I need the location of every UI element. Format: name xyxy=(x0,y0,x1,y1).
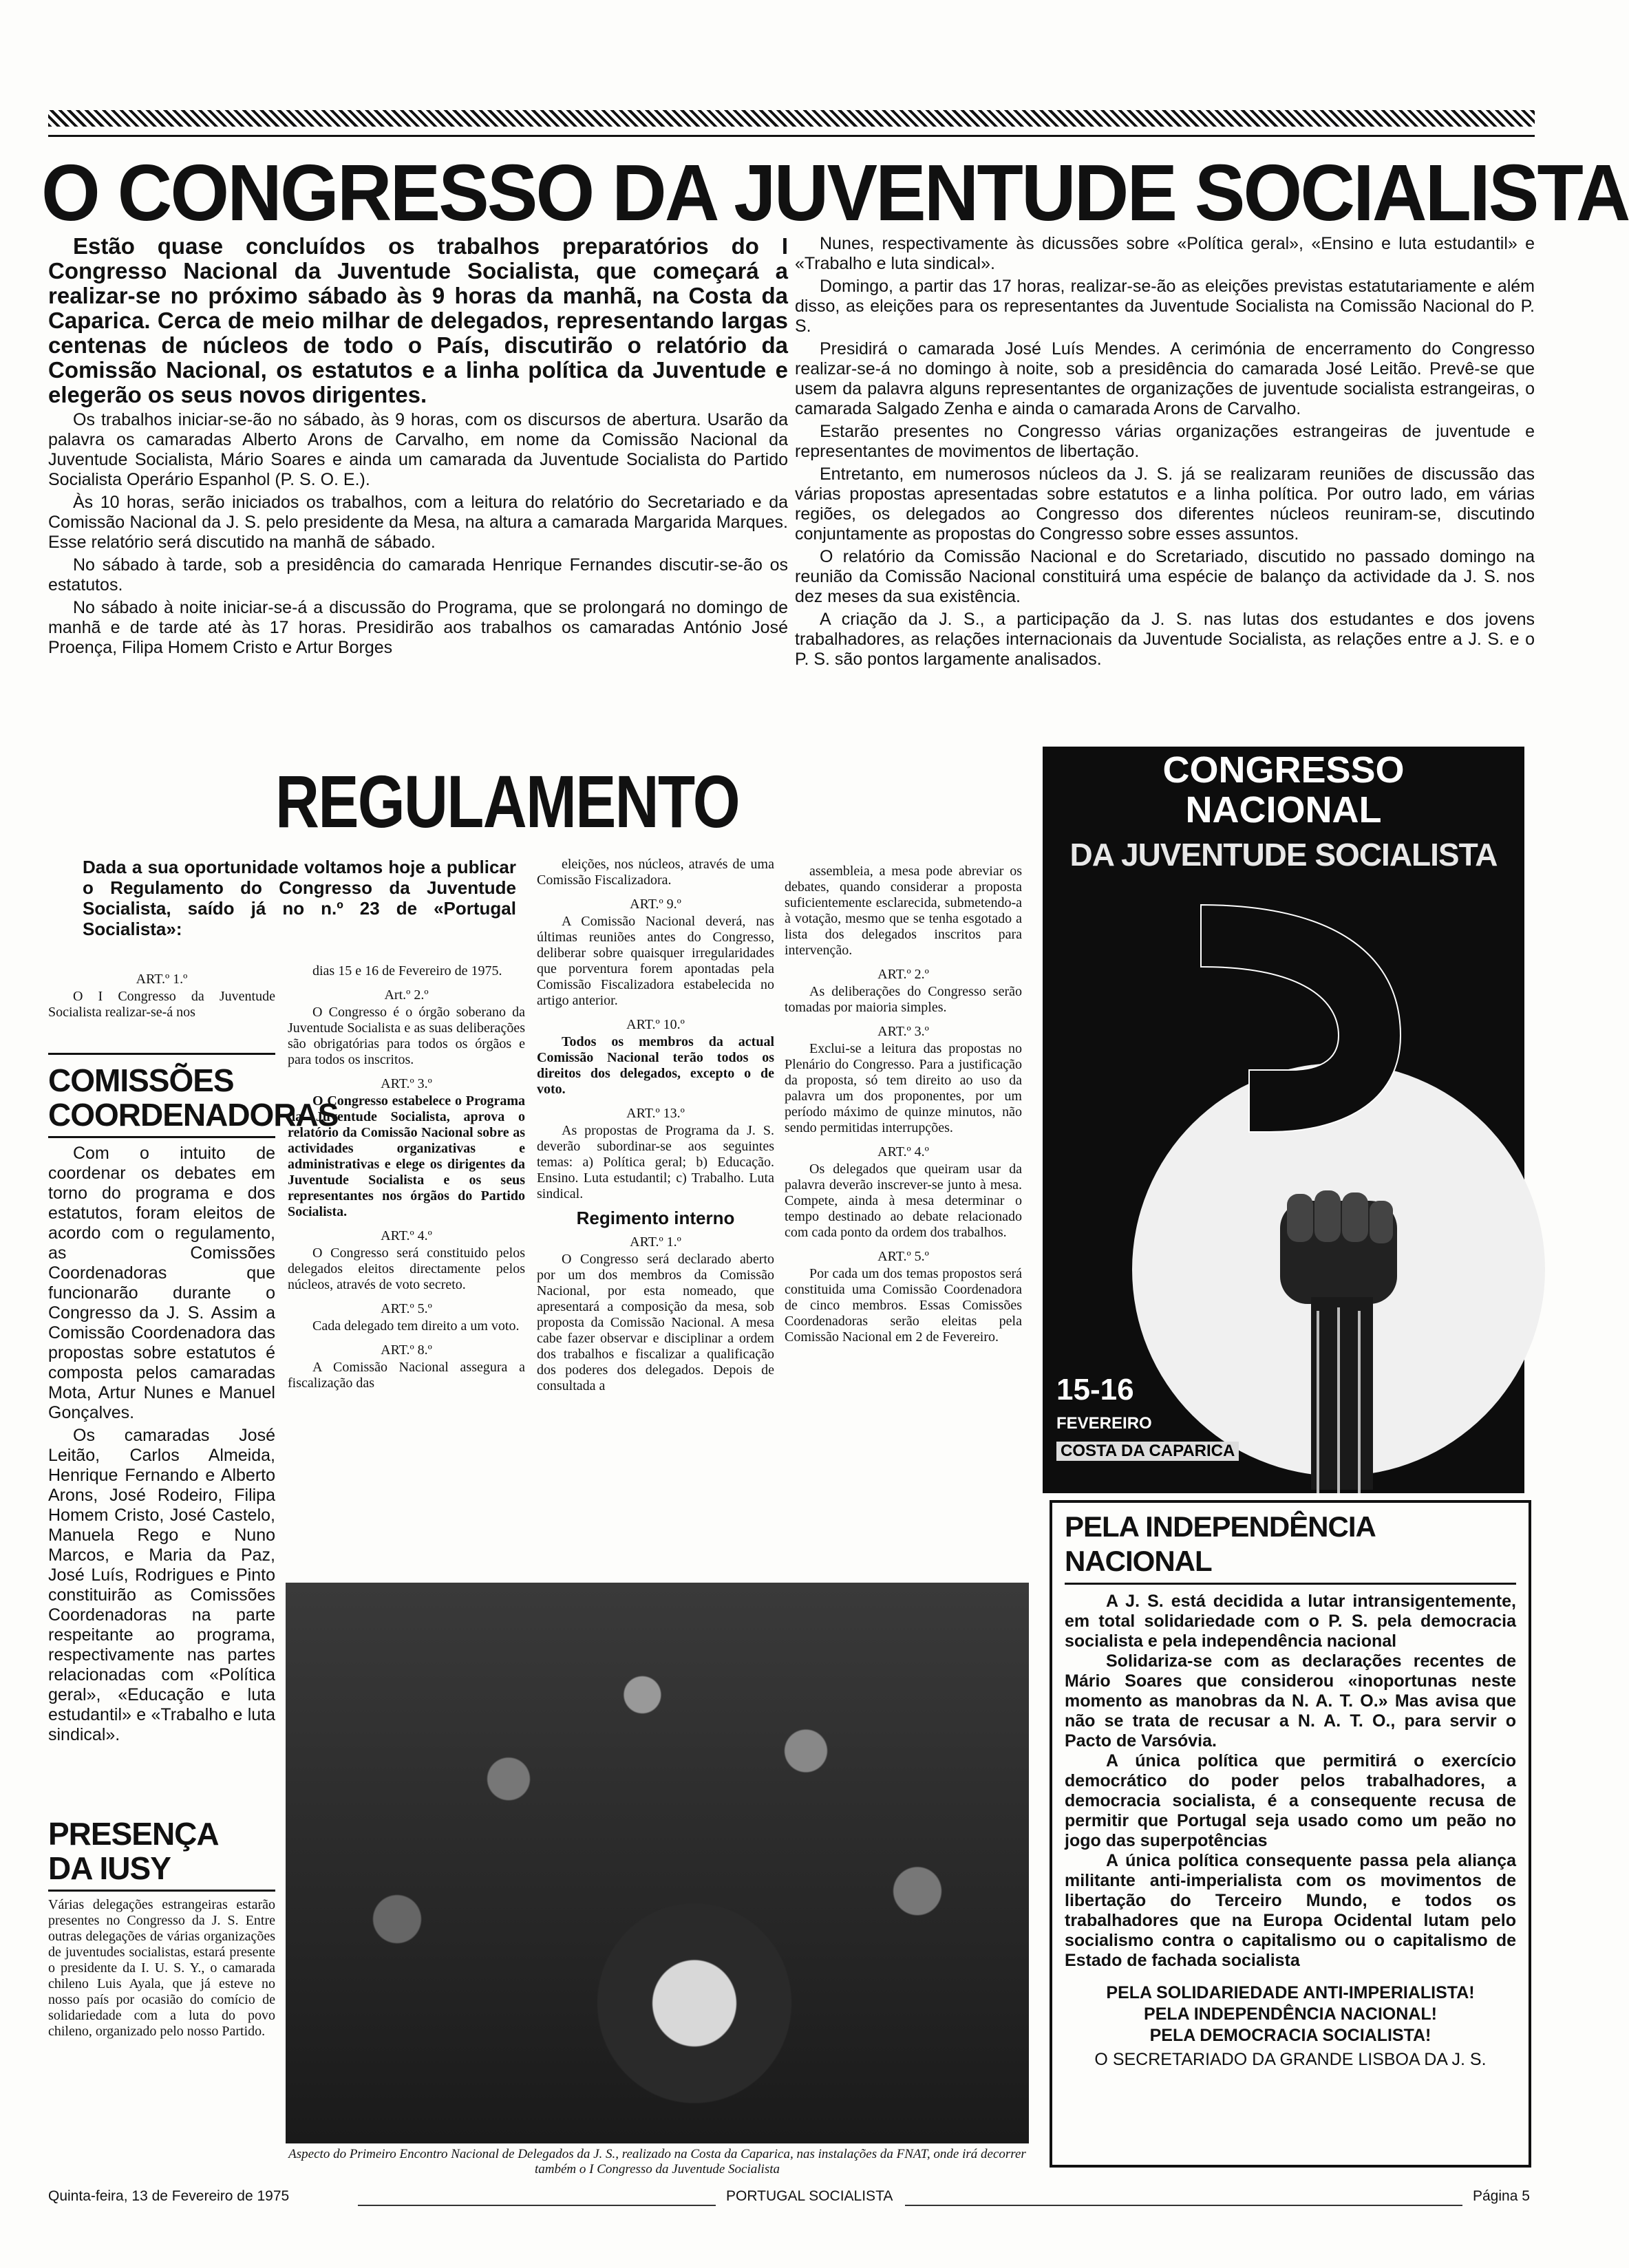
page-footer xyxy=(48,2188,1535,2216)
poster-place: COSTA DA CAPARICA xyxy=(1056,1442,1239,1461)
article-paragraph: Estarão presentes no Congresso várias organizações estrangeiras de juventude e representantes de movimentos de libertação. xyxy=(795,422,1535,461)
footer-page-number: Página 5 xyxy=(1473,2188,1530,2204)
independencia-paragraph: A J. S. está decidida a lutar intransigentemente, em total solidariedade com o P. S. pela democracia socialista e pela independência nacional xyxy=(1065,1592,1516,1651)
regulamento-column-1 xyxy=(48,963,275,1032)
article-paragraph: Presidirá o camarada José Luís Mendes. A cerimónia de encerramento do Congresso realizar-se-á no domingo à noite, sob a presidência do camarada José Leitão. Prevê-se que usem da palavra alguns representantes de organizações de juventude socialista estrangeiras, o camarada Salgado Zenha e ainda o camarada Arons de Carvalho. xyxy=(795,339,1535,418)
independencia-slogan: PELA INDEPENDÊNCIA NACIONAL! xyxy=(1144,2004,1437,2024)
article-paragraph: Às 10 horas, serão iniciados os trabalhos, com a leitura do relatório do Secretariado e da Comissão Nacional da J. S. pelo presidente da Mesa, na altura a camarada Margarida Marques. Esse relatório será discutido na manhã de sábado. xyxy=(48,493,788,552)
independencia-signature: O SECRETARIADO DA GRANDE LISBOA DA J. S. xyxy=(1094,2050,1487,2069)
poster-title-line-2: NACIONAL xyxy=(1185,789,1382,831)
article-number: ART.º 4.º xyxy=(381,1228,432,1243)
article-text: Os delegados que queiram usar da palavra deverão inscrever-se junto à mesa. Compete, ainda à mesa determinar o tempo destinado ao debate relacionado com cada ponto da ordem dos trabalhos. xyxy=(785,1162,1022,1240)
independencia-body xyxy=(1065,1592,1516,2070)
article-text: Todos os membros da actual Comissão Nacional terão todos os direitos dos delegados, excepto o de voto. xyxy=(537,1034,774,1097)
regulamento-column-3 xyxy=(537,857,774,1579)
comissoes-body xyxy=(48,1144,275,1745)
article-text: dias 15 e 16 de Fevereiro de 1975. xyxy=(312,963,502,978)
presenca-text: Várias delegações estrangeiras estarão presentes no Congresso da J. S. Entre outras delegações de várias organizações de juventudes socialistas, estará presente o presidente da I. U. S. Y., o camarada chileno Luis Ayala, que já esteve no nosso país por ocasião do comício de solidariedade com a luta do povo chileno, organizado pelo nosso Partido. xyxy=(48,1897,275,2039)
article-text: assembleia, a mesa pode abreviar os debates, quando considerar a proposta suficientemente esclarecida, submetendo-a à votação, mesmo que se tenha esgotado a lista dos delegados inscritos para intervenção. xyxy=(785,864,1022,958)
independencia-paragraph: Solidariza-se com as declarações recentes de Mário Soares que considerou «inoportunas neste momento as manobras da N. A. T. O.» Mas avisa que não se trata de recusar a N. A. T. O., para servir o Pacto de Varsóvia. xyxy=(1065,1651,1516,1751)
article-text: A Comissão Nacional assegura a fiscalização das xyxy=(288,1360,525,1391)
article-text: O Congresso estabelece o Programa da Juventude Socialista, aprova o relatório da Comissão Nacional sobre as actividades organizativas e administrativas e elege os dirigentes da Juventude Socialista e os seus representantes nos órgãos do Partido Socialista. xyxy=(288,1093,525,1219)
article-paragraph: Nunes, respectivamente às dicussões sobre «Política geral», «Ensino e luta estudantil» e «Trabalho e luta sindical». xyxy=(795,234,1535,273)
article-text: As propostas de Programa da J. S. deverão subordinar-se aos seguintes temas: a) Política geral; b) Educação. Ensino. Luta estudantil; c) Trabalho. Luta sindical. xyxy=(537,1123,774,1201)
independencia-slogan: PELA SOLIDARIEDADE ANTI-IMPERIALISTA! xyxy=(1106,1983,1475,2002)
footer-publication: PORTUGAL SOCIALISTA xyxy=(726,2188,893,2204)
comissoes-paragraph: Com o intuito de coordenar os debates em torno do programa e dos estatutos, foram eleitos de acordo com o regulamento, as Comissões Coordenadoras que funcionarão durante o Congresso da J. S. Assim a Comissão Coordenadora das propostas sobre estatutos é composta pelos camaradas Mota, Artur Nunes e Manuel Gonçalves. xyxy=(48,1144,275,1422)
article-text: As deliberações do Congresso serão tomadas por maioria simples. xyxy=(785,984,1022,1015)
article-number: ART.º 1.º xyxy=(136,972,188,987)
independencia-title: PELA INDEPENDÊNCIA NACIONAL xyxy=(1065,1510,1516,1585)
footer-line-left xyxy=(358,2205,716,2206)
article-paragraph: Domingo, a partir das 17 horas, realizar-se-ão as eleições previstas estatutariamente e além disso, as eleições para os representantes da Juventude Socialista na Comissão Nacional do P. S. xyxy=(795,277,1535,336)
independencia-paragraph: A única política que permitirá o exercício democrático do poder pelos trabalhadores, a democracia socialista, é a consequente recusa de permitir que Portugal seja usado como um peão no jogo das superpotências xyxy=(1065,1751,1516,1850)
side-rule xyxy=(48,1053,275,1055)
article-left-column xyxy=(48,234,788,729)
article-paragraph: No sábado à tarde, sob a presidência do camarada Henrique Fernandes discutir-se-ão os estatutos. xyxy=(48,555,788,595)
article-number: Art.º 2.º xyxy=(384,987,429,1003)
article-paragraph: Entretanto, em numerosos núcleos da J. S. já se realizaram reuniões de discussão das várias propostas apresentadas sobre estatutos e a linha política. Por outro lado, em várias regiões, os delegados ao Congresso dos diferentes núcleos reuniram-se, discutindo conjuntamente as propostas do Congresso sobre esses assuntos. xyxy=(795,464,1535,544)
article-text: O Congresso será declarado aberto por um dos membros da Comissão Nacional, por esta nomeado, que apresentará a composição da mesa, sob proposta da Comissão Nacional. A mesa cabe fazer observar e disciplinar a ordem dos trabalhos e fiscalizar a qualificação dos poderes dos delegados. Depois de consultada a xyxy=(537,1252,774,1393)
presenca-title: PRESENÇA DA IUSY xyxy=(48,1816,217,1886)
independencia-box xyxy=(1050,1500,1531,2168)
article-number: ART.º 10.º xyxy=(626,1017,685,1032)
article-paragraph: Os trabalhos iniciar-se-ão no sábado, às 9 horas, com os discursos de abertura. Usarão da palavra os camaradas Alberto Arons de Carvalho, em nome da Comissão Nacional da Juventude Socialista, Mário Soares e ainda um camarada da Juventude Socialista do Partido Socialista Operário Espanhol (P. S. O. E.). xyxy=(48,410,788,489)
article-left-body xyxy=(48,410,788,658)
article-paragraph: A criação da J. S., a participação da J. S. nas lutas dos estudantes e dos jovens trabalhadores, as relações internacionais da Juventude Socialista, as relações entre a J. S. e o P. S. são pontos largamente analisados. xyxy=(795,610,1535,669)
regulamento-column-2 xyxy=(288,963,525,1569)
article-number: ART.º 9.º xyxy=(630,897,681,912)
article-number: ART.º 4.º xyxy=(877,1144,929,1159)
article-text: O Congresso é o órgão soberano da Juventude Socialista e as suas deliberações são obrigatórias para todos os órgãos e para todos os inscritos. xyxy=(288,1005,525,1067)
photo-caption: Aspecto do Primeiro Encontro Nacional de Delegados da J. S., realizado na Costa da Caparica, nas instalações da FNAT, onde irá decorrer também o I Congresso da Juventude Socialista xyxy=(288,2147,1026,2176)
article-right-body xyxy=(795,234,1535,670)
article-text: eleições, nos núcleos, através de uma Comissão Fiscalizadora. xyxy=(537,857,774,888)
article-text: A Comissão Nacional deverá, nas últimas reuniões antes do Congresso, deliberar sobre quaisquer irregularidades que porventura forem apontadas pela Comissão Fiscalizadora estabelecida no artigo anterior. xyxy=(537,914,774,1008)
footer-date: Quinta-feira, 13 de Fevereiro de 1975 xyxy=(48,2188,290,2204)
poster-title-line-1: CONGRESSO xyxy=(1162,749,1405,791)
congress-poster xyxy=(1043,747,1524,1493)
main-headline: O CONGRESSO DA JUVENTUDE SOCIALISTA xyxy=(41,148,1629,237)
independencia-slogan: PELA DEMOCRACIA SOCIALISTA! xyxy=(1149,2026,1431,2045)
top-rule xyxy=(48,135,1535,137)
article-lead: Estão quase concluídos os trabalhos preparatórios do I Congresso Nacional da Juventude Socialista, que começará a realizar-se no próximo sábado às 9 horas da manhã, na Costa da Caparica. Cerca de meio milhar de delegados, representando largas centenas de núcleos de todo o País, discutirão o relatório da Comissão Nacional, os estatutos e a linha política da Juventude e elegerão os seus novos dirigentes. xyxy=(48,233,788,407)
poster-month: FEVEREIRO xyxy=(1056,1414,1152,1433)
article-number: ART.º 3.º xyxy=(381,1076,432,1091)
regulamento-intro: Dada a sua oportunidade voltamos hoje a publicar o Regulamento do Congresso da Juventude Socialista, saído já no n.º 23 de «Portugal Socialista»: xyxy=(83,857,516,939)
comissoes-paragraph: Os camaradas José Leitão, Carlos Almeida, Henrique Fernando e Alberto Arons, José Rodeiro, Filipa Homem Cristo, José Castelo, Manuela Rego e Nuno Marcos, e Maria da Paz, José Luís, Rodrigues e Pinto constituirão as Comissões Coordenadoras na parte respeitante ao programa, respectivamente nas partes relacionadas com «Política geral», «Educação e luta estudantil» e «Trabalho e luta sindical». xyxy=(48,1426,275,1744)
congress-photo xyxy=(286,1583,1029,2143)
article-paragraph: No sábado à noite iniciar-se-á a discussão do Programa, que se prolongará no domingo de manhã e de tarde até às 17 horas. Presidirão aos trabalhos os camaradas António José Proença, Filipa Homem Cristo e Artur Borges xyxy=(48,598,788,657)
article-right-column xyxy=(795,234,1535,729)
article-number: Regimento interno xyxy=(576,1208,735,1228)
poster-subtitle: DA JUVENTUDE SOCIALISTA xyxy=(1069,837,1498,873)
comissoes-title: COMISSÕES COORDENADORAS xyxy=(48,1062,339,1133)
comissoes-section xyxy=(48,1062,339,1806)
presenca-section xyxy=(48,1817,275,2181)
article-number: ART.º 8.º xyxy=(381,1342,432,1358)
article-text: Por cada um dos temas propostos será constituida uma Comissão Coordenadora de cinco membros. Essas Comissões Coordenadoras serão eleitas pela Comissão Nacional em 2 de Fevereiro. xyxy=(785,1266,1022,1345)
regulamento-intro-block xyxy=(83,857,516,939)
article-number: ART.º 2.º xyxy=(877,967,929,982)
article-number: ART.º 3.º xyxy=(877,1024,929,1039)
article-text: Cada delegado tem direito a um voto. xyxy=(312,1318,520,1334)
top-hatch-bar xyxy=(48,110,1535,127)
article-text: O Congresso será constituido pelos delegados eleitos directamente pelos núcleos, através de voto secreto. xyxy=(288,1245,525,1292)
article-text: O I Congresso da Juventude Socialista realizar-se-á nos xyxy=(48,989,275,1020)
article-number: ART.º 13.º xyxy=(626,1106,685,1121)
independencia-paragraph: A única política consequente passa pela aliança militante anti-imperialista com os movimentos de libertação do Terceiro Mundo, e todos os trabalhadores que na Europa Ocidental lutam pelo socialismo contra o capitalismo ou o capitalismo de Estado de fachada socialista xyxy=(1065,1851,1516,1970)
poster-dates: 15-16 xyxy=(1056,1373,1134,1406)
article-number: ART.º 1.º xyxy=(630,1234,681,1250)
footer-line-right xyxy=(905,2205,1462,2206)
article-paragraph: O relatório da Comissão Nacional e do Scretariado, discutido no passado domingo na reunião da Comissão Nacional constituirá uma espécie de balanço da actividade da J. S. nos dez meses da sua existência. xyxy=(795,547,1535,606)
regulamento-column-4 xyxy=(785,864,1022,1579)
comissoes-rule xyxy=(48,1136,275,1138)
presenca-rule xyxy=(48,1890,275,1892)
regulamento-title: REGULAMENTO xyxy=(275,760,740,843)
article-text: Exclui-se a leitura das propostas no Plenário do Congresso. Para a justificação da proposta, só tem direito ao uso da palavra um dos proponentes, por um período máximo de quinze minutos, não sendo permitidas interrupções. xyxy=(785,1041,1022,1135)
article-number: ART.º 5.º xyxy=(877,1249,929,1264)
article-number: ART.º 5.º xyxy=(381,1301,432,1316)
